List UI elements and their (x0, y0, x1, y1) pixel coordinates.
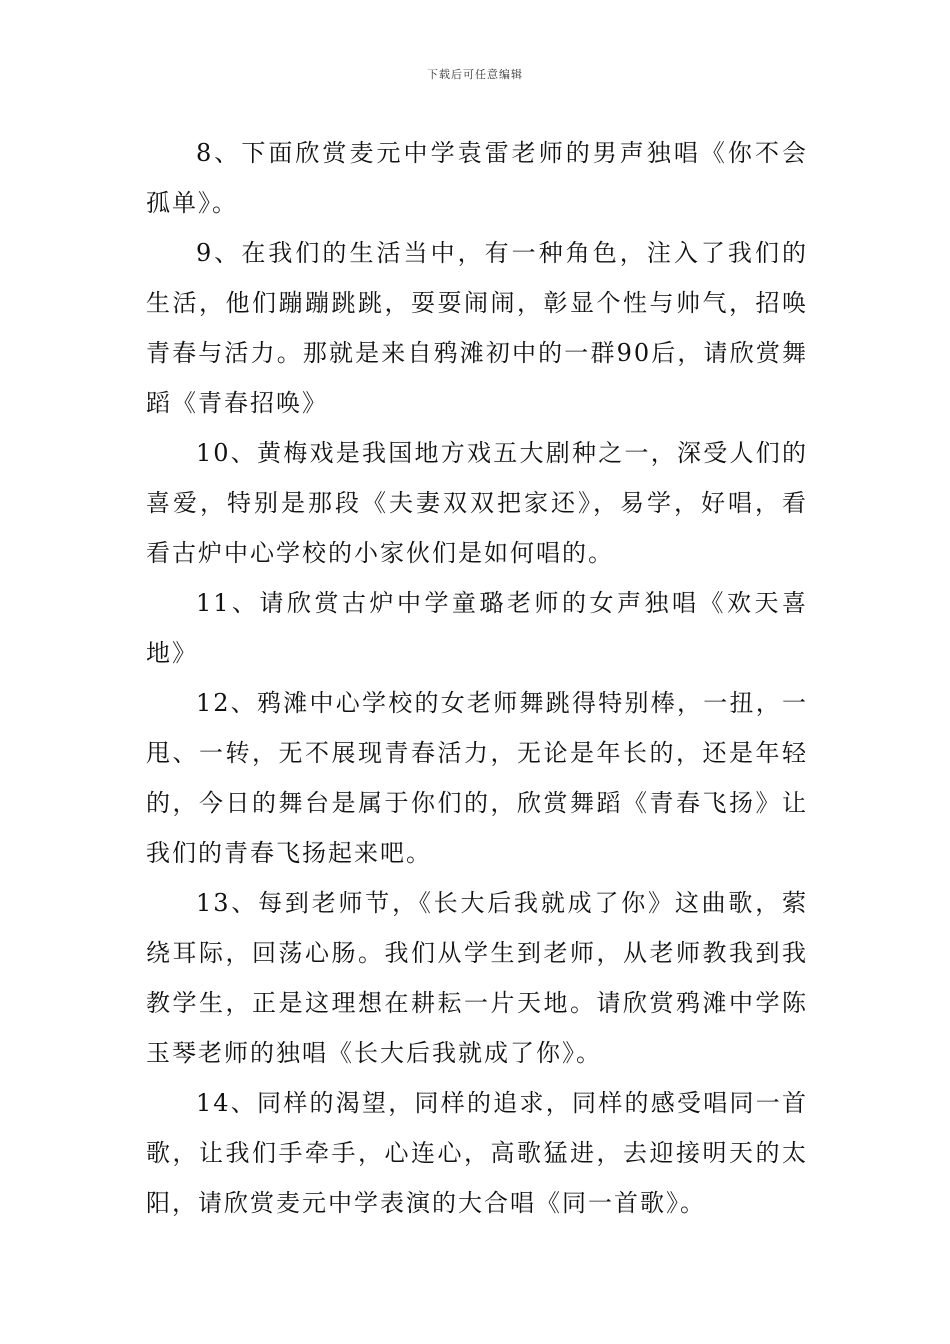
header-note: 下载后可任意编辑 (427, 68, 523, 81)
paragraph-item-8: 8、下面欣赏麦元中学袁雷老师的男声独唱《你不会孤单》。 (146, 139, 808, 217)
paragraph-item-9: 9、在我们的生活当中，有一种角色，注入了我们的生活，他们蹦蹦跳跳，耍耍闹闹，彰显个性与帅气，招唤青春与活力。那就是来自鸦滩初中的一群90后，请欣赏舞蹈《青春招唤》 (146, 239, 808, 417)
paragraph-item-13: 13、每到老师节，《长大后我就成了你》这曲歌，萦绕耳际，回荡心肠。我们从学生到老师，从老师教我到我教学生，正是这理想在耕耘一片天地。请欣赏鸦滩中学陈玉琴老师的独唱《长大后我就成了你》。 (146, 889, 808, 1067)
paragraph-item-14: 14、同样的渴望，同样的追求，同样的感受唱同一首歌，让我们手牵手，心连心，高歌猛进，去迎接明天的太阳，请欣赏麦元中学表演的大合唱《同一首歌》。 (146, 1089, 808, 1217)
paragraph-item-12: 12、鸦滩中心学校的女老师舞跳得特别棒，一扭，一甩、一转，无不展现青春活力，无论是年长的，还是年轻的，今日的舞台是属于你们的，欣赏舞蹈《青春飞扬》让我们的青春飞扬起来吧。 (146, 689, 808, 867)
paragraph-item-11: 11、请欣赏古炉中学童璐老师的女声独唱《欢天喜地》 (146, 589, 808, 667)
document-body (146, 128, 808, 1228)
paragraph-item-10: 10、黄梅戏是我国地方戏五大剧种之一，深受人们的喜爱，特别是那段《夫妻双双把家还》，易学，好唱，看看古炉中心学校的小家伙们是如何唱的。 (146, 439, 808, 567)
